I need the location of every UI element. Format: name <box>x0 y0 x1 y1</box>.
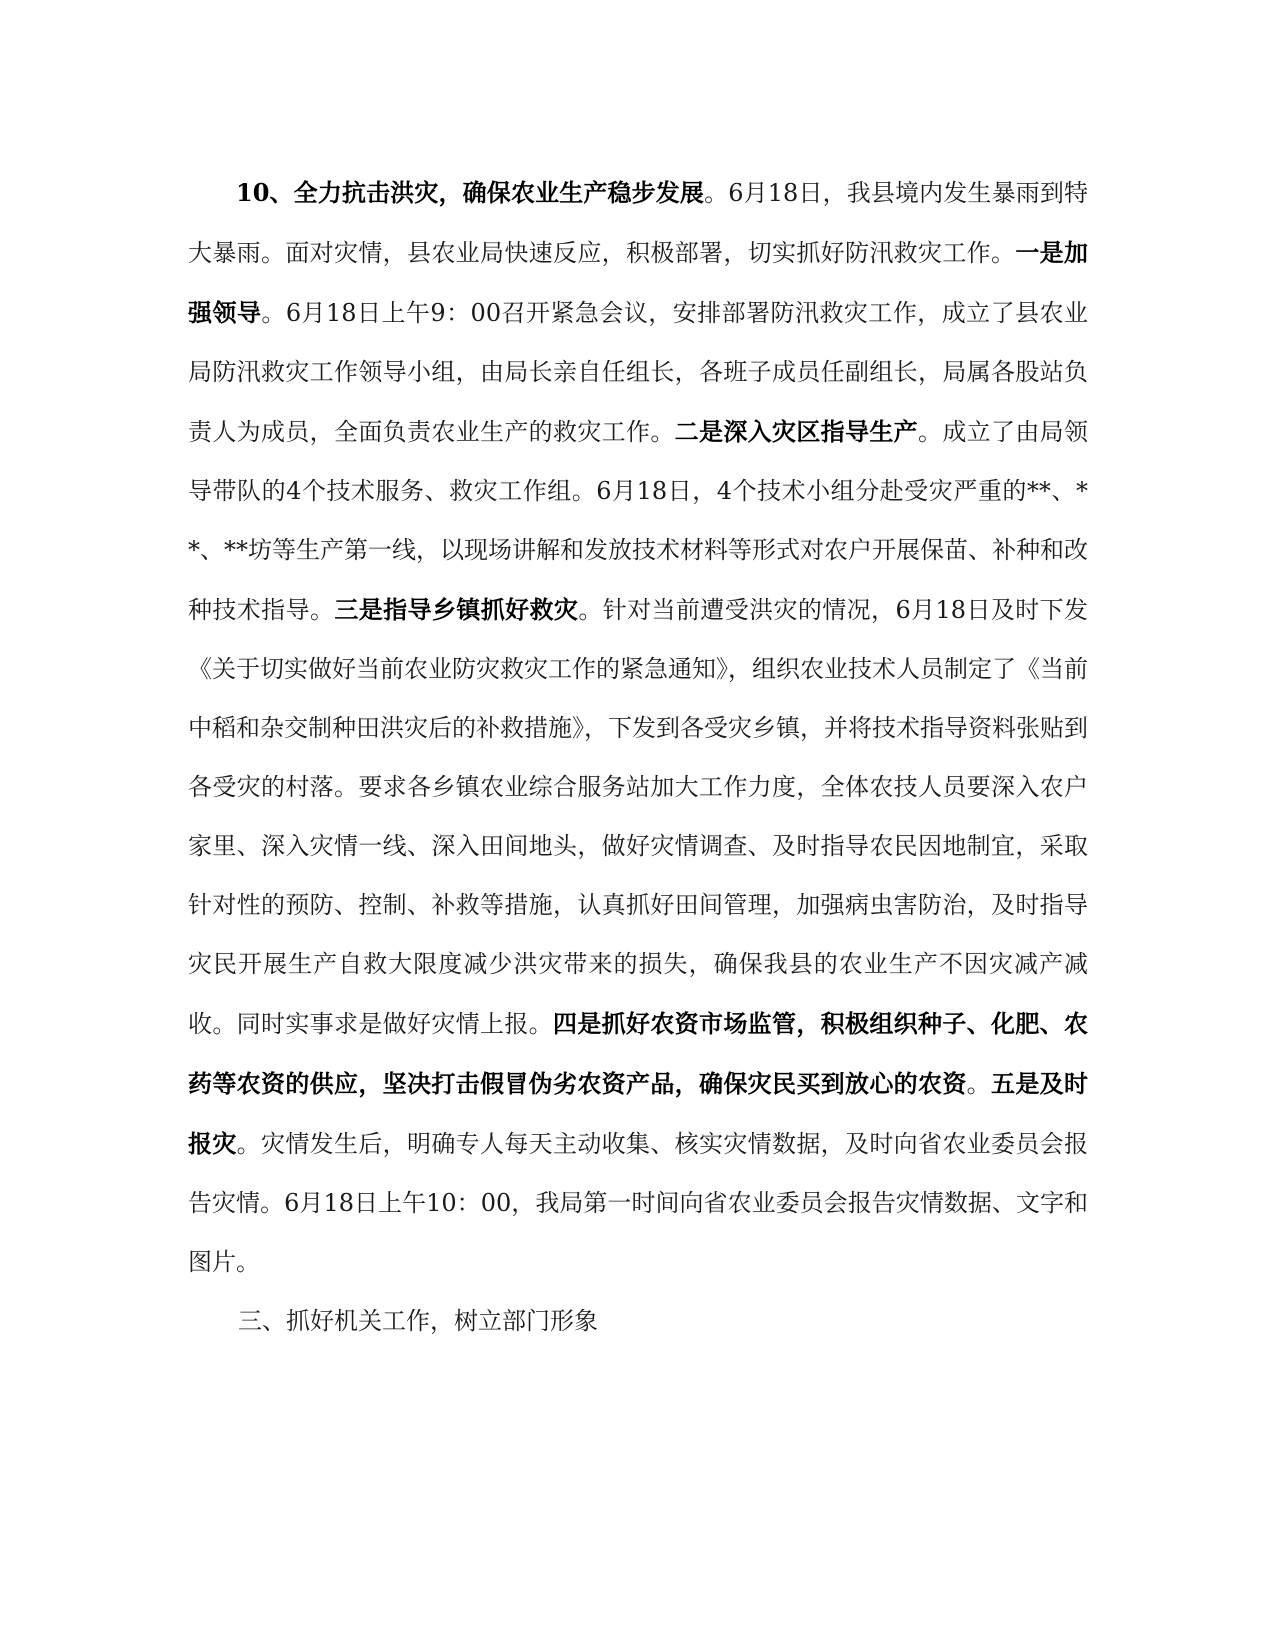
text-flood-intro: 。6月18日，我县境内发生暴雨到特大暴雨。面对灾情，县农业局快速反应，积极部署，切实抓好防汛救灾工作。 <box>188 179 1088 267</box>
text-point-three: 。针对当前遭受洪灾的情况，6月18日及时下发《关于切实做好当前农业防灾救灾工作的紧急通知》，组织农业技术人员制定了《当前中稻和杂交制种田洪灾后的补救措施》，下发到各受灾乡镇，并将技术指导资料张贴到各受灾的村落。要求各乡镇农业综合服务站加大工作力度，全体农技人员要深入农户家里、深入灾情一线、深入田间地头，做好灾情调查、及时指导农民因地制宜，采取针对性的预防、控制、补救等措施，认真抓好田间管理，加强病虫害防治，及时指导灾民开展生产自救大限度减少洪灾带来的损失，确保我县的农业生产不因灾减产减收。同时实事求是做好灾情上报。 <box>188 596 1089 1038</box>
bold-point-four: 四是抓好农资市场监管，积极组织种子、化肥、农药等农资的供应，坚决打击假冒伪劣农资产品，确保灾民买到放心的农资 <box>188 1009 1088 1098</box>
text-point-one: 。6月18日上午9：00召开紧急会议，安排部署防汛救灾工作，成立了县农业局防汛救灾工作领导小组，由局长亲自任组长，各班子成员任副组长，局属各股站负责人为成员，全面负责农业生产的救灾工作。 <box>188 299 1089 446</box>
bold-heading-flood-relief: 10、全力抗击洪灾，确保农业生产稳步发展 <box>236 178 705 207</box>
text-point-four: 。 <box>966 1070 992 1098</box>
paragraph-flood-relief <box>188 163 1088 1292</box>
text-point-two: 。成立了由局领导带队的4个技术服务、救灾工作组。6月18日，4个技术小组分赴受灾严重的**、**、**坊等生产第一线，以现场讲解和发放技术材料等形式对农户开展保苗、补种和改种技术指导。 <box>188 418 1089 624</box>
bold-point-one: 一是加强领导 <box>188 238 1089 327</box>
bold-point-three: 三是指导乡镇抓好救灾 <box>334 595 579 624</box>
text-point-five: 。灾情发生后，明确专人每天主动收集、核实灾情数据，及时向省农业委员会报告灾情。6月18日上午10：00，我局第一时间向省农业委员会报告灾情数据、文字和图片。 <box>188 1130 1089 1276</box>
bold-point-two: 二是深入灾区指导生产 <box>674 417 919 446</box>
section-three-heading: 三、抓好机关工作，树立部门形象 <box>238 1307 598 1335</box>
document-body <box>188 163 1088 1351</box>
bold-point-five: 五是及时报灾 <box>188 1069 1089 1158</box>
